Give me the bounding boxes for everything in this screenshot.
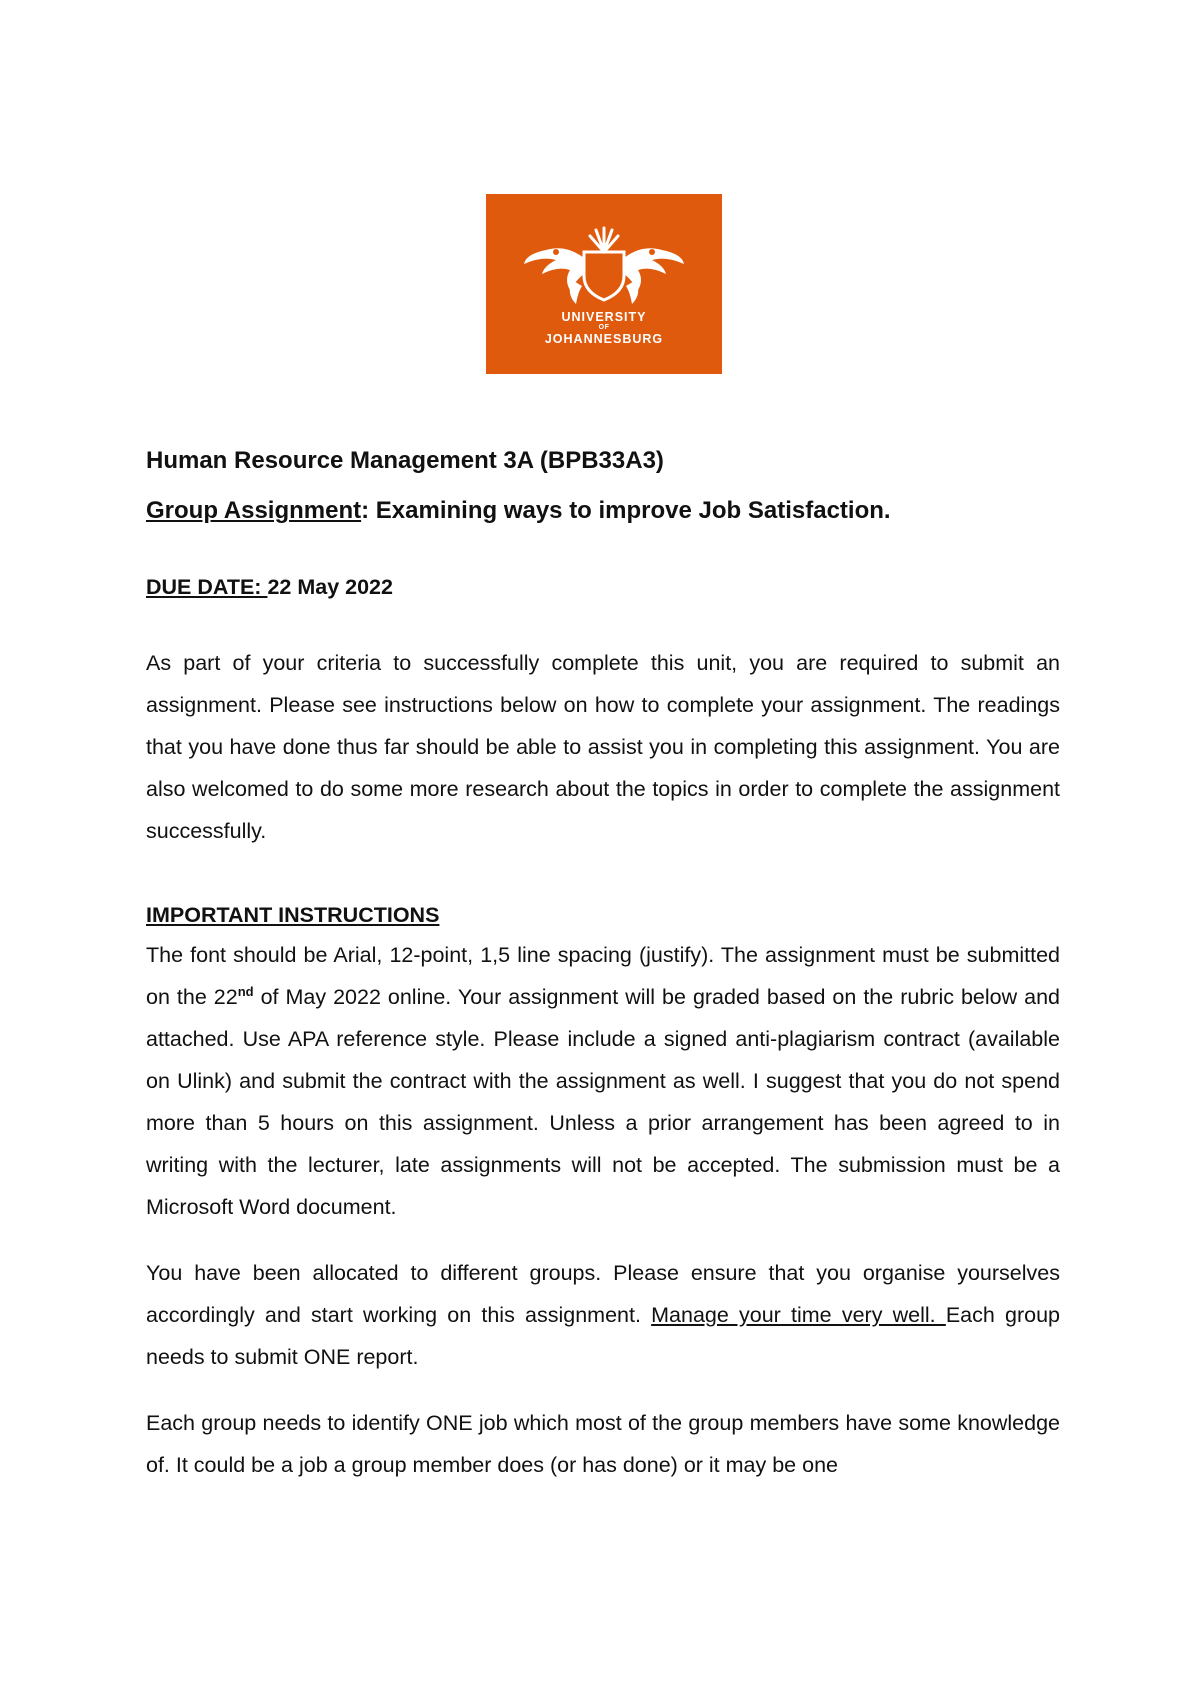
groups-text-end: Each group needs to submit ONE report. <box>146 1303 1061 1369</box>
due-date <box>146 572 1060 602</box>
logo-text-of: OF <box>598 324 610 331</box>
instructions-heading: IMPORTANT INSTRUCTIONS <box>146 903 440 927</box>
instructions-text-end: of May 2022 online. Your assignment will be graded based on the rubric below and attached. Use APA reference style. Please include a signed anti-plagiarism contract (available on Ulink) and submit the contract with the assignment as well. I suggest that you do not spend more than 5 hours on this assignment. Unless a prior arrangement has been agreed to in writing with the lecturer, late assignments will not be accepted. The submission must be a Microsoft Word document. <box>146 985 1060 1219</box>
due-date-value: 22 May 2022 <box>267 575 393 599</box>
assignment-title <box>146 486 1060 536</box>
due-date-label: DUE DATE: <box>146 575 268 599</box>
job-paragraph: Each group needs to identify ONE job which most of the group members have some knowledge of. It could be a job a group member does (or has done) or it may be one <box>146 1411 1060 1477</box>
intro-paragraph: As part of your criteria to successfully complete this unit, you are required to submit an assignment. Please see instructions below on how to complete your assignment. The readings that you have done thus far should be able to assist you in completing this assignment. You are also welcomed to do some more research about the topics in order to complete the assignment successfully. <box>146 651 1060 843</box>
groups-text-underlined: Manage your time very well. <box>651 1303 946 1327</box>
logo-text-university: UNIVERSITY <box>561 310 647 324</box>
groups-paragraph <box>146 1252 1060 1378</box>
instructions-text-start: The font should be Arial, 12-point, 1,5 line spacing (justify). The assignment must be submitted on the 22 <box>146 943 1060 1009</box>
course-title: Human Resource Management 3A (BPB33A3) <box>146 447 664 474</box>
assignment-label: Group Assignment <box>146 497 362 524</box>
logo-text-johannesburg: JOHANNESBURG <box>544 332 664 346</box>
instructions-paragraph <box>146 934 1060 1228</box>
assignment-topic: : Examining ways to improve Job Satisfaction. <box>361 497 891 524</box>
university-logo <box>486 194 722 374</box>
groups-text-start: You have been allocated to different groups. Please ensure that you organise yourselves accordingly and start working on this assignment. <box>146 1261 1060 1327</box>
document-body <box>146 436 1060 1486</box>
ordinal-suffix: nd <box>237 983 254 999</box>
uj-crest-icon <box>486 194 722 374</box>
